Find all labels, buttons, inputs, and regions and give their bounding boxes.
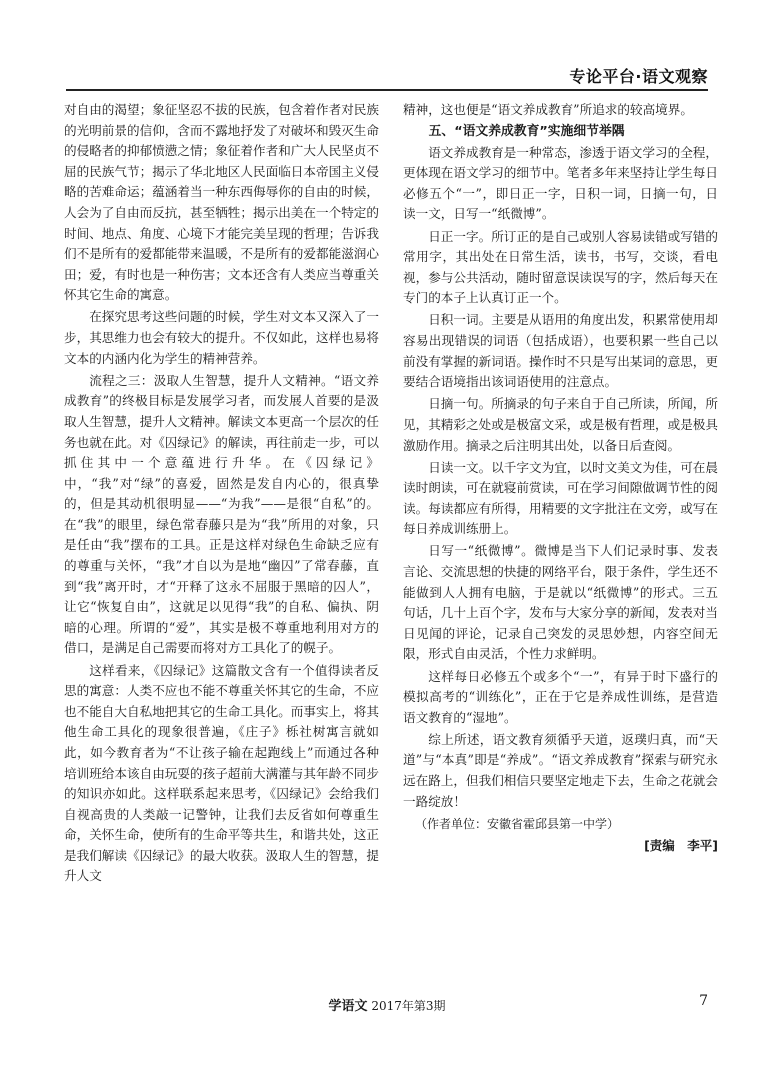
paragraph: 精神，这也便是“语文养成教育”所追求的较高境界。: [403, 102, 693, 117]
editor-credit: [责编 李平]: [644, 838, 718, 854]
right-column: [403, 100, 718, 857]
journal-issue: 2017年第3期: [371, 999, 446, 1013]
page-header: [66, 62, 708, 90]
paragraph: 这样每日必修五个或多个“一”，有异于时下盛行的模拟高考的“训练化”，正在于它是养成性训练，是营造语文教育的“湿地”。: [403, 668, 718, 725]
page-number: 7: [699, 993, 708, 1009]
page-footer: [66, 995, 708, 1015]
paragraph: 日摘一句。所摘录的句子来自于自己所读，所闻，所见，其精彩之处或是极富文采，或是极有哲理，或是极具激励作用。摘录之后注明其出处，以备日后查阅。: [403, 396, 718, 453]
left-column: [64, 100, 379, 889]
paragraph: 日积一词。主要是从语用的角度出发，积累常使用却容易出现错误的词语（包括成语），也要积累一些自己以前没有掌握的新词语。操作时不只是写出某词的意思，更要结合语境指出该词语使用的注意点。: [403, 312, 718, 390]
paragraph: 综上所述，语文教育须循乎天道，返璞归真，而“天道”与“本真”即是“养成”。“语文养成教育”探索与研究永远在路上，但我们相信只要坚定地走下去，生命之花就会一路绽放！: [403, 731, 718, 809]
paragraph: 语文养成教育是一种常态，渗透于语文学习的全程，更体现在语文学习的细节中。笔者多年来坚持让学生每日必修五个“一”，即日正一字，日积一词，日摘一句，日读一文，日写一“纸微博”。: [403, 144, 718, 222]
section-title: 专论平台·语文观察: [569, 67, 708, 86]
paragraph: 这样看来，《囚绿记》这篇散文含有一个值得读者反思的寓意：人类不应也不能不尊重关怀其它的生命，不应也不能自大自私地把其它的生命工具化。而事实上，将其他生命工具化的现象很普遍，《庄子》栎社树寓言就如此，如今教育者为“不让孩子输在起跑线上”而通过各种培训班给本该自由玩耍的孩子超前大满灌与其年龄不同步的知识亦如此。这样联系起来思考，《囚绿记》会给我们自视高贵的人类敲一记警钟，让我们去反省如何尊重生命，关怀生命，使所有的生命平等共生，和谐共处，这正是我们解读《囚绿记》的最大收获。汲取人生的智慧，提升人文: [64, 662, 379, 884]
paragraph: 日正一字。所订正的是自己或别人容易读错或写错的常用字，其出处在日常生活，读书，书写，交谈，看电视，参与公共活动，随时留意误读误写的字，然后每天在专门的本子上认真订正一个。: [403, 228, 718, 306]
paragraph: 对自由的渴望；象征坚忍不拔的民族，包含着作者对民族的光明前景的信仰，含而不露地抒发了对破坏和毁灭生命的侵略者的抑郁愤懑之情；象征着作者和广大人民坚贞不屈的民族气节；揭示了华北地区人民面临日本帝国主义侵略的苦难命运；蕴涵着当一种东西侮辱你的自由的时候，人会为了自由而反抗，甚至牺牲；揭示出美在一个特定的时间、地点、角度、心境下才能完美呈现的哲理；告诉我们不是所有的爱都能带来温暖，不是所有的爱都能滋润心田；爱，有时也是一种伤害；文本还含有人类应当尊重关怀其它生命的寓意。: [64, 102, 379, 303]
section-heading: 五、“语文养成教育”实施细节举隅: [428, 124, 625, 140]
journal-info: [66, 995, 708, 1014]
author-affiliation: （作者单位：安徽省霍邱县第一中学）: [415, 816, 620, 831]
paragraph: 流程之三：汲取人生智慧，提升人文精神。“语文养成教育”的终极目标是发展学习者，而发展人首要的是汲取人生智慧，提升人文精神。解读文本更高一个层次的任务也就在此。对《囚绿记》的解读，再往前走一步，可以抓住其中一个意蕴进行升华。在《囚绿记》中，“我”对“绿”的喜爱，固然是发自内心的，很真挚的，但是其动机很明显——“为我”——是很“自私”的。在“我”的眼里，绿色常春藤只是为“我”所用的对象，只是任由“我”摆布的工具。正是这样对绿色生命缺乏应有的尊重与关怀，“我”才自以为是地“幽囚”了常春藤，直到“我”离开时，才“开释了这永不屈服于黑暗的囚人”，让它“恢复自由”，这就足以见得“我”的自私、偏执、阴暗的心理。所谓的“爱”，其实是极不尊重地利用对方的借口，是满足自己需要而将对方工具化了的幌子。: [64, 372, 379, 656]
paragraph: 日写一“纸微博”。微博是当下人们记录时事、发表言论、交流思想的快捷的网络平台，限于条件，学生还不能做到人人拥有电脑，于是就以“纸微博”的形式。三五句话，几十上百个字，发布与大家分享的新闻，发表对当日见闻的评论，记录自己突发的灵思妙想，内容空间无限，形式自由灵活，个性力求鲜明。: [403, 543, 718, 662]
journal-name: 学语文: [328, 999, 368, 1014]
paragraph: 日读一文。以千字文为宜，以时文美文为佳，可在晨读时朗读，可在就寝前赏读，可在学习间隙做调节性的阅读。每读都应有所得，用精要的文字批注在文旁，或写在每日养成训练册上。: [403, 459, 718, 537]
paragraph: 在探究思考这些问题的时候，学生对文本又深入了一步，其思维力也会有较大的提升。不仅如此，这样也易将文本的内涵内化为学生的精神营养。: [64, 309, 379, 366]
header-rule: [66, 89, 708, 91]
